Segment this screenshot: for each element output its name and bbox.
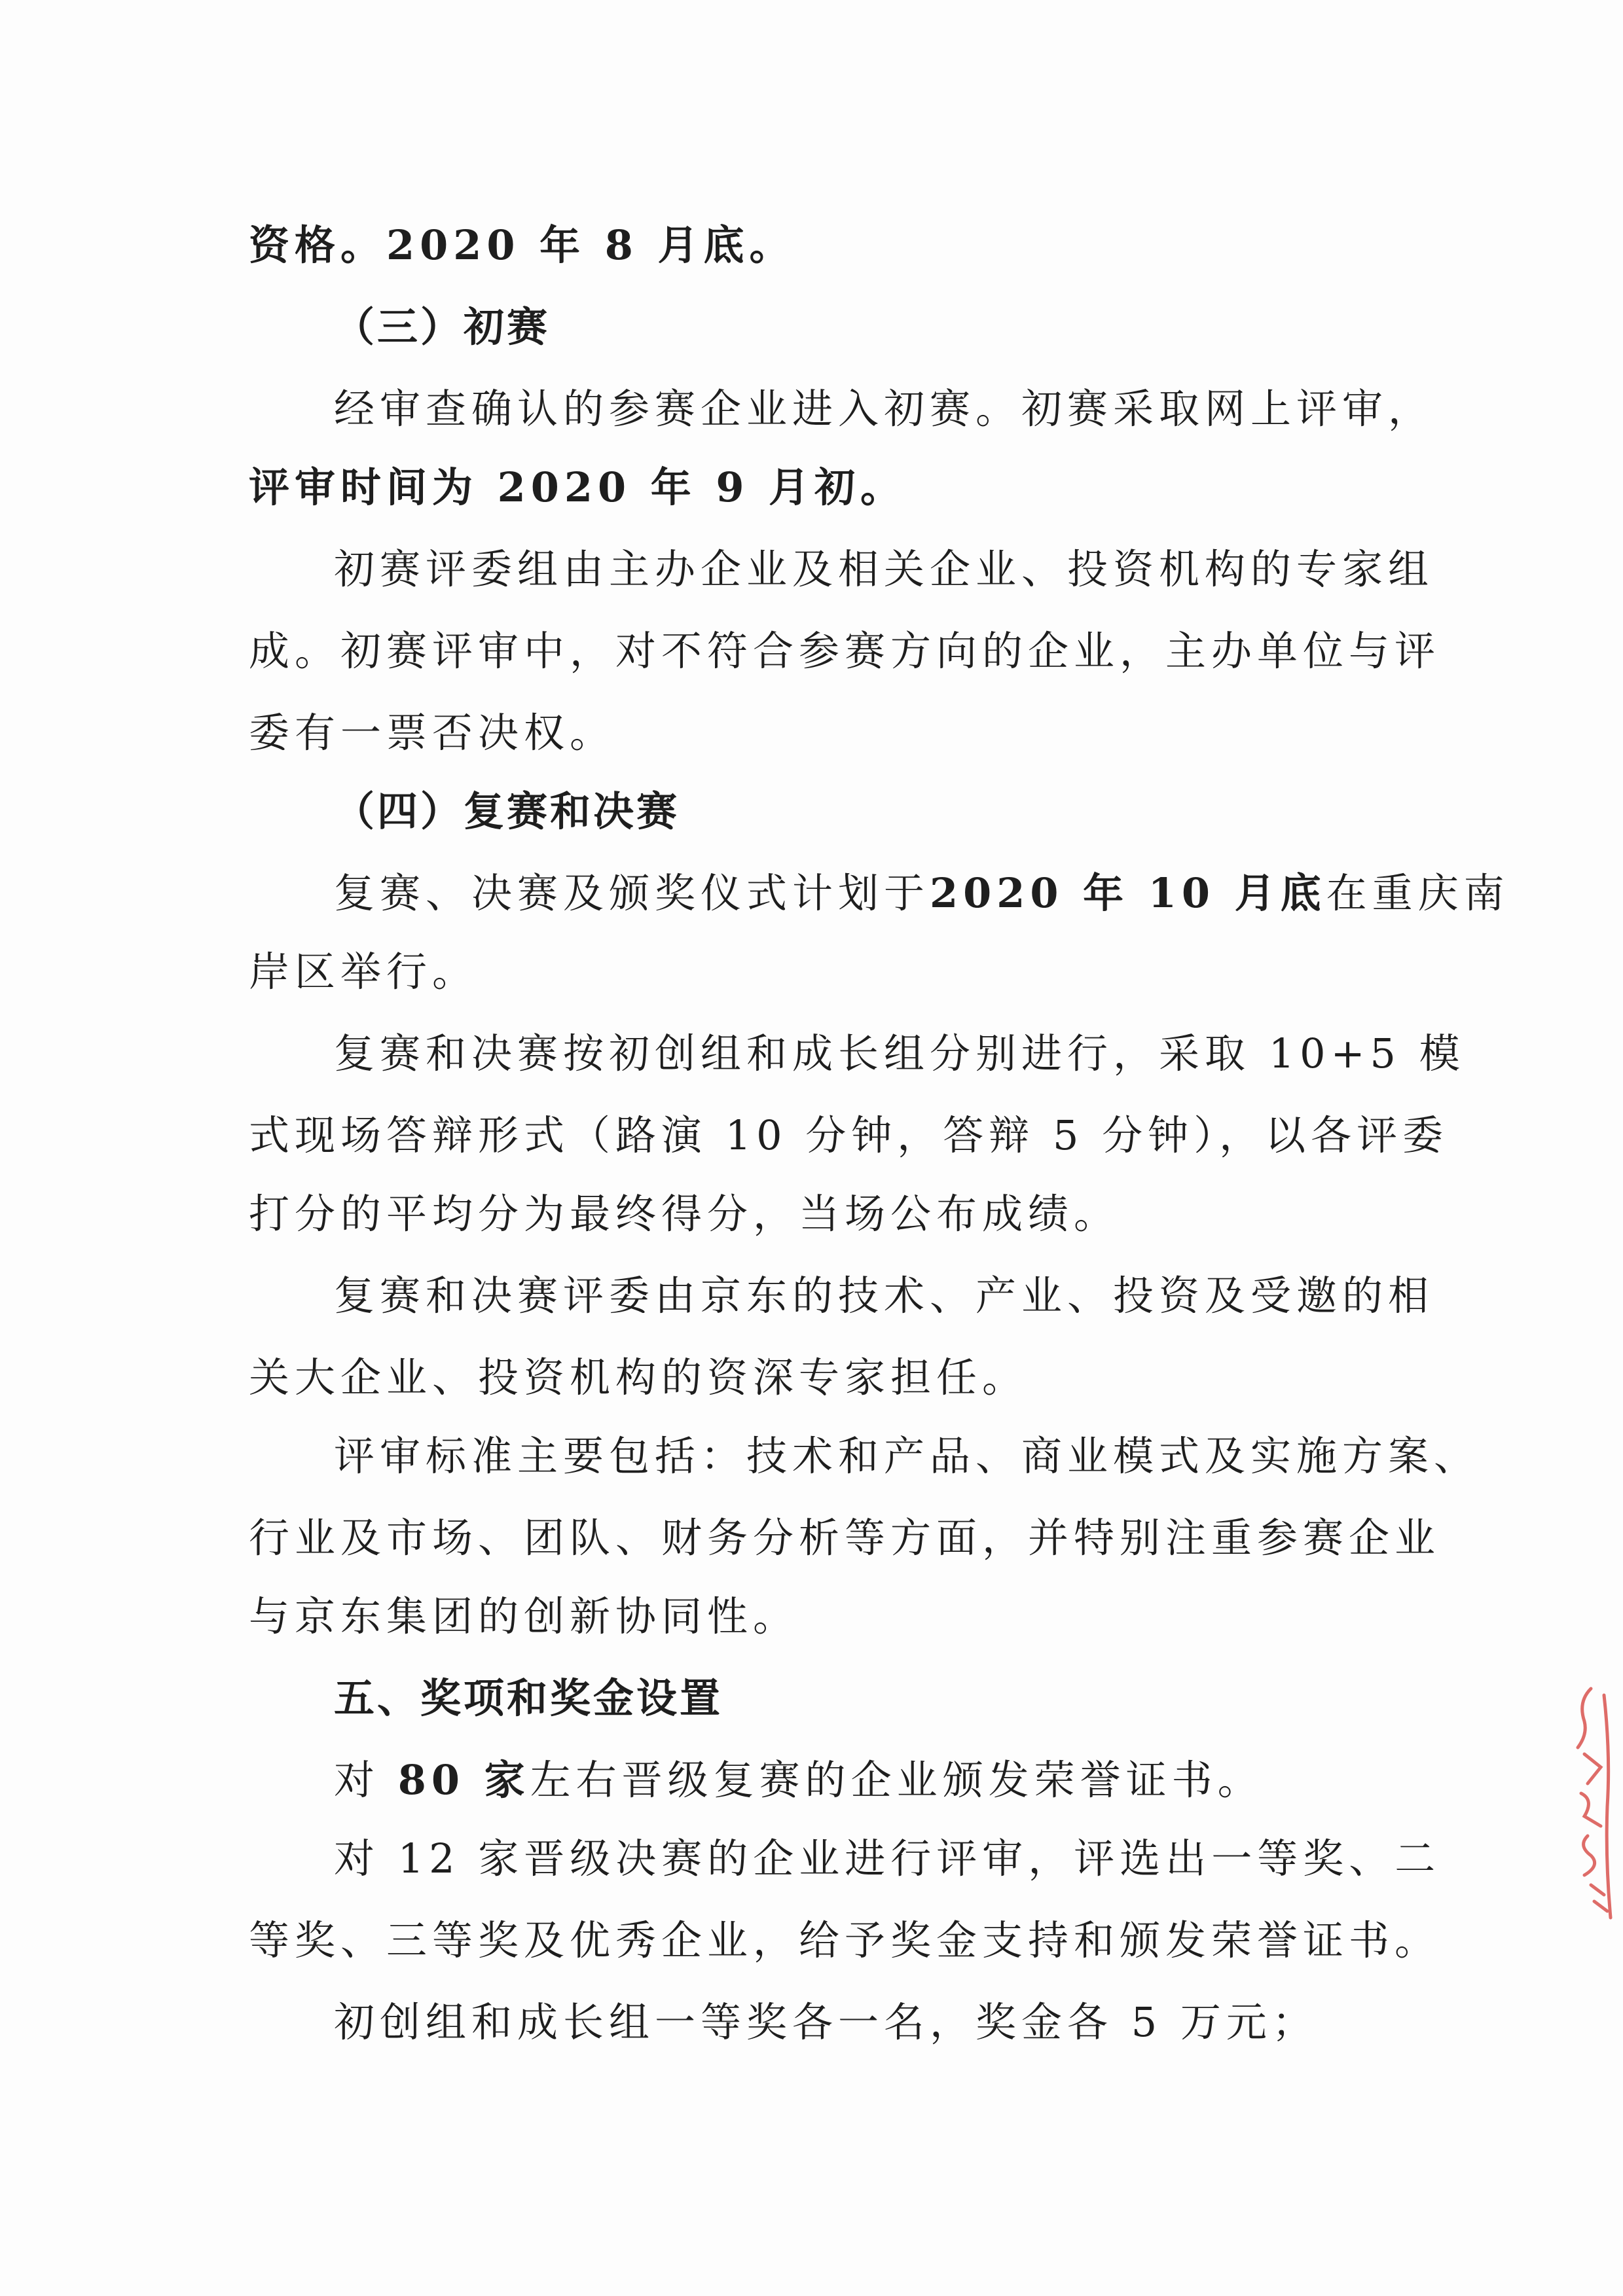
text-line [334, 383, 1434, 435]
text-segment: 等奖、三等奖及优秀企业，给予奖金支持和颁发荣誉证书。 [249, 1916, 1441, 1964]
text-segment: 在重庆南 [1326, 869, 1510, 917]
text-segment: 对 12 家晋级决赛的企业进行评审，评选出一等奖、二 [334, 1835, 1441, 1882]
text-segment: 复赛和决赛评委由京东的技术、产业、投资及受邀的相 [334, 1272, 1434, 1319]
text-segment: 资格。2020 年 8 月底。 [249, 221, 795, 269]
text-line [249, 1512, 1441, 1564]
text-line [249, 219, 1362, 272]
text-segment-bold: 80 家 [397, 1756, 530, 1804]
text-segment: 五、奖项和奖金设置 [334, 1674, 723, 1722]
text-line [249, 946, 1362, 998]
text-line [334, 1270, 1434, 1322]
text-segment: 式现场答辩形式（路演 10 分钟，答辩 5 分钟），以各评委 [249, 1111, 1449, 1159]
text-segment: 委有一票否决权。 [249, 709, 616, 757]
text-segment: （三）初赛 [334, 303, 551, 351]
text-segment: 关大企业、投资机构的资深专家担任。 [249, 1354, 1029, 1401]
text-segment: 初创组和成长组一等奖各一名，奖金各 5 万元； [334, 1998, 1318, 2046]
section-heading [334, 301, 1447, 353]
text-segment: 与京东集团的创新协同性。 [249, 1592, 799, 1640]
text-segment: 复赛、决赛及颁奖仪式计划于 [334, 869, 930, 917]
text-line [334, 1996, 1362, 2049]
text-line [249, 1914, 1441, 1967]
text-segment: 经审查确认的参赛企业进入初赛。初赛采取网上评审， [334, 385, 1434, 433]
text-line [249, 1188, 1362, 1240]
text-segment: 评审时间为 2020 年 9 月初。 [249, 463, 907, 511]
text-line [334, 543, 1434, 596]
text-line [334, 1754, 1362, 1806]
text-segment: 打分的平均分为最终得分，当场公布成绩。 [249, 1190, 1120, 1238]
text-line [249, 707, 1362, 759]
text-segment: 初赛评委组由主办企业及相关企业、投资机构的专家组 [334, 545, 1434, 593]
text-segment: 左右晋级复赛的企业颁发荣誉证书。 [530, 1756, 1264, 1804]
text-line [249, 1352, 1362, 1404]
text-line [334, 1028, 1465, 1080]
text-line [249, 461, 1362, 514]
text-line [249, 1109, 1449, 1162]
text-line [334, 1833, 1441, 1885]
text-segment: 复赛和决赛按初创组和成长组分别进行，采取 10+5 模 [334, 1030, 1465, 1077]
text-segment: （四）复赛和决赛 [334, 787, 680, 835]
text-segment-bold: 2020 年 10 月底 [930, 869, 1326, 917]
text-segment: 评审标准主要包括：技术和产品、商业模式及实施方案、 [334, 1432, 1480, 1480]
seal-stamp-icon [1565, 1676, 1623, 1924]
text-segment: 对 [334, 1756, 398, 1804]
text-line [334, 1430, 1480, 1482]
text-segment: 成。初赛评审中，对不符合参赛方向的企业，主办单位与评 [249, 627, 1441, 675]
text-line [249, 1590, 1362, 1643]
section-heading [334, 785, 1447, 838]
text-segment: 岸区举行。 [249, 948, 479, 996]
text-line [334, 867, 1510, 920]
section-heading [334, 1672, 1447, 1725]
text-line [249, 625, 1441, 677]
text-segment: 行业及市场、团队、财务分析等方面，并特别注重参赛企业 [249, 1514, 1441, 1562]
